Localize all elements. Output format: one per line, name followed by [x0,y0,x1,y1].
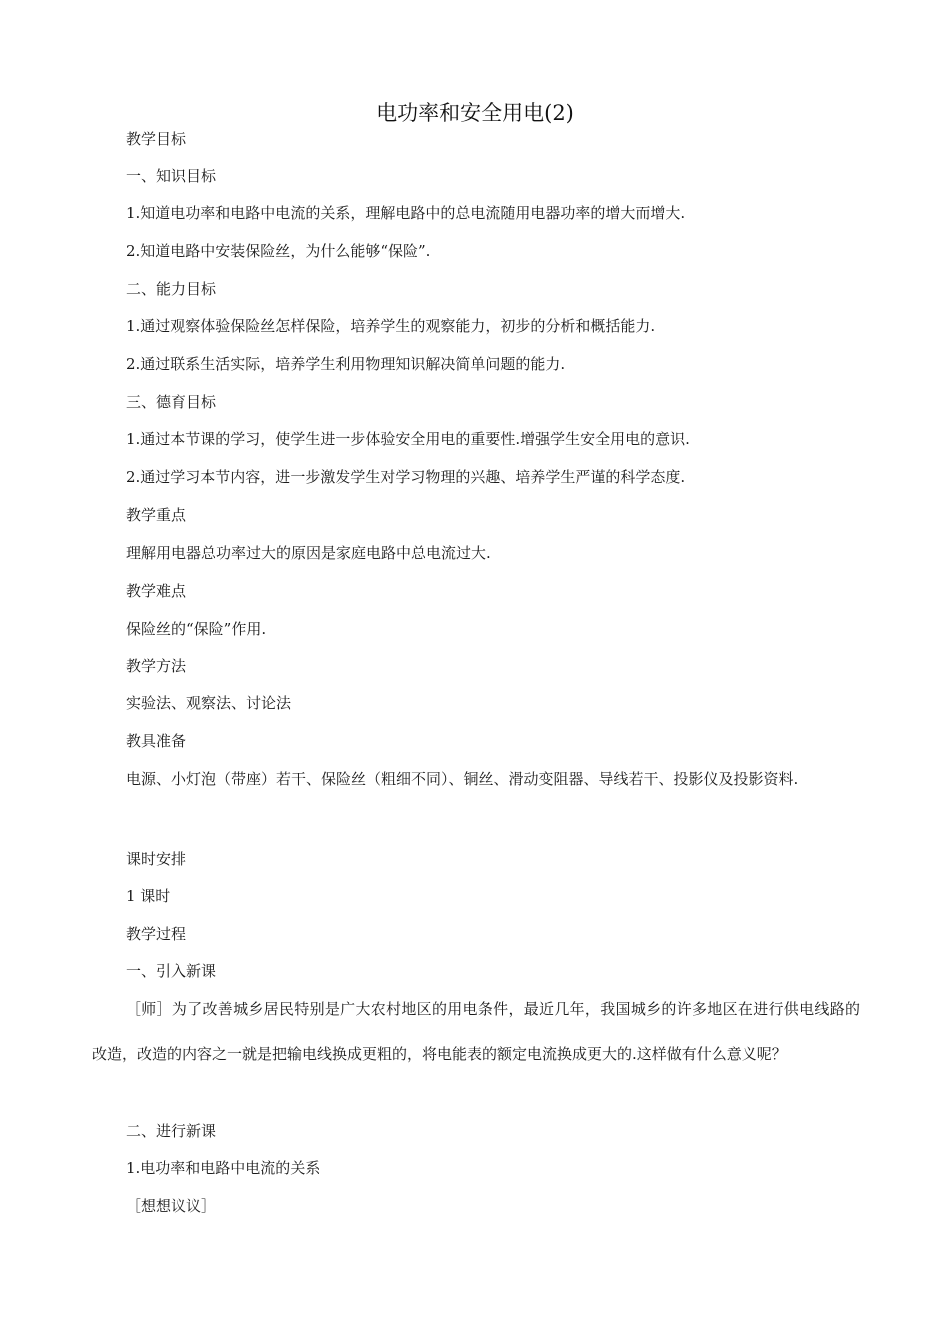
discuss-heading: ［想想议议］ [126,1197,217,1215]
key-point-text: 理解用电器总功率过大的原因是家庭电路中总电流过大. [126,544,491,562]
equipment-heading: 教具准备 [126,732,187,750]
schedule-heading: 课时安排 [126,850,187,868]
document-title: 电功率和安全用电(2) [376,101,574,125]
schedule-text: 1 课时 [126,887,171,905]
knowledge-goal-1: 1.知道电功率和电路中电流的关系，理解电路中的总电流随用电器功率的增大而增大. [126,204,686,222]
difficulty-text: 保险丝的“保险”作用. [126,620,267,638]
intro-paragraph: ［师］为了改善城乡居民特别是广大农村地区的用电条件，最近几年，我国城乡的许多地区在进行供电线路的改造，改造的内容之一就是把输电线换成更粗的，将电能表的额定电流换成更大的.这样做有什么意义呢？ [92,1000,860,1063]
moral-goal-1: 1.通过本节课的学习，使学生进一步体验安全用电的重要性.增强学生安全用电的意识. [126,430,690,448]
process-heading: 教学过程 [126,925,187,943]
ability-goals-heading: 二、能力目标 [126,280,217,298]
knowledge-goals-heading: 一、知识目标 [126,167,217,185]
ability-goal-1: 1.通过观察体验保险丝怎样保险，培养学生的观察能力，初步的分析和概括能力. [126,317,656,335]
intro-heading: 一、引入新课 [126,962,217,980]
section-1-heading: 1.电功率和电路中电流的关系 [126,1159,321,1177]
knowledge-goal-2: 2.知道电路中安装保险丝，为什么能够“保险”. [126,242,431,260]
teaching-goals-heading: 教学目标 [126,130,187,148]
methods-text: 实验法、观察法、讨论法 [126,694,292,712]
moral-goals-heading: 三、德育目标 [126,393,217,411]
ability-goal-2: 2.通过联系生活实际，培养学生利用物理知识解决简单问题的能力. [126,355,566,373]
equipment-text: 电源、小灯泡（带座）若干、保险丝（粗细不同）、铜丝、滑动变阻器、导线若干、投影仪及投影资料. [126,770,799,788]
methods-heading: 教学方法 [126,657,187,675]
new-lesson-heading: 二、进行新课 [126,1122,217,1140]
difficulty-heading: 教学难点 [126,582,187,600]
key-point-heading: 教学重点 [126,506,187,524]
moral-goal-2: 2.通过学习本节内容，进一步激发学生对学习物理的兴趣、培养学生严谨的科学态度. [126,468,686,486]
